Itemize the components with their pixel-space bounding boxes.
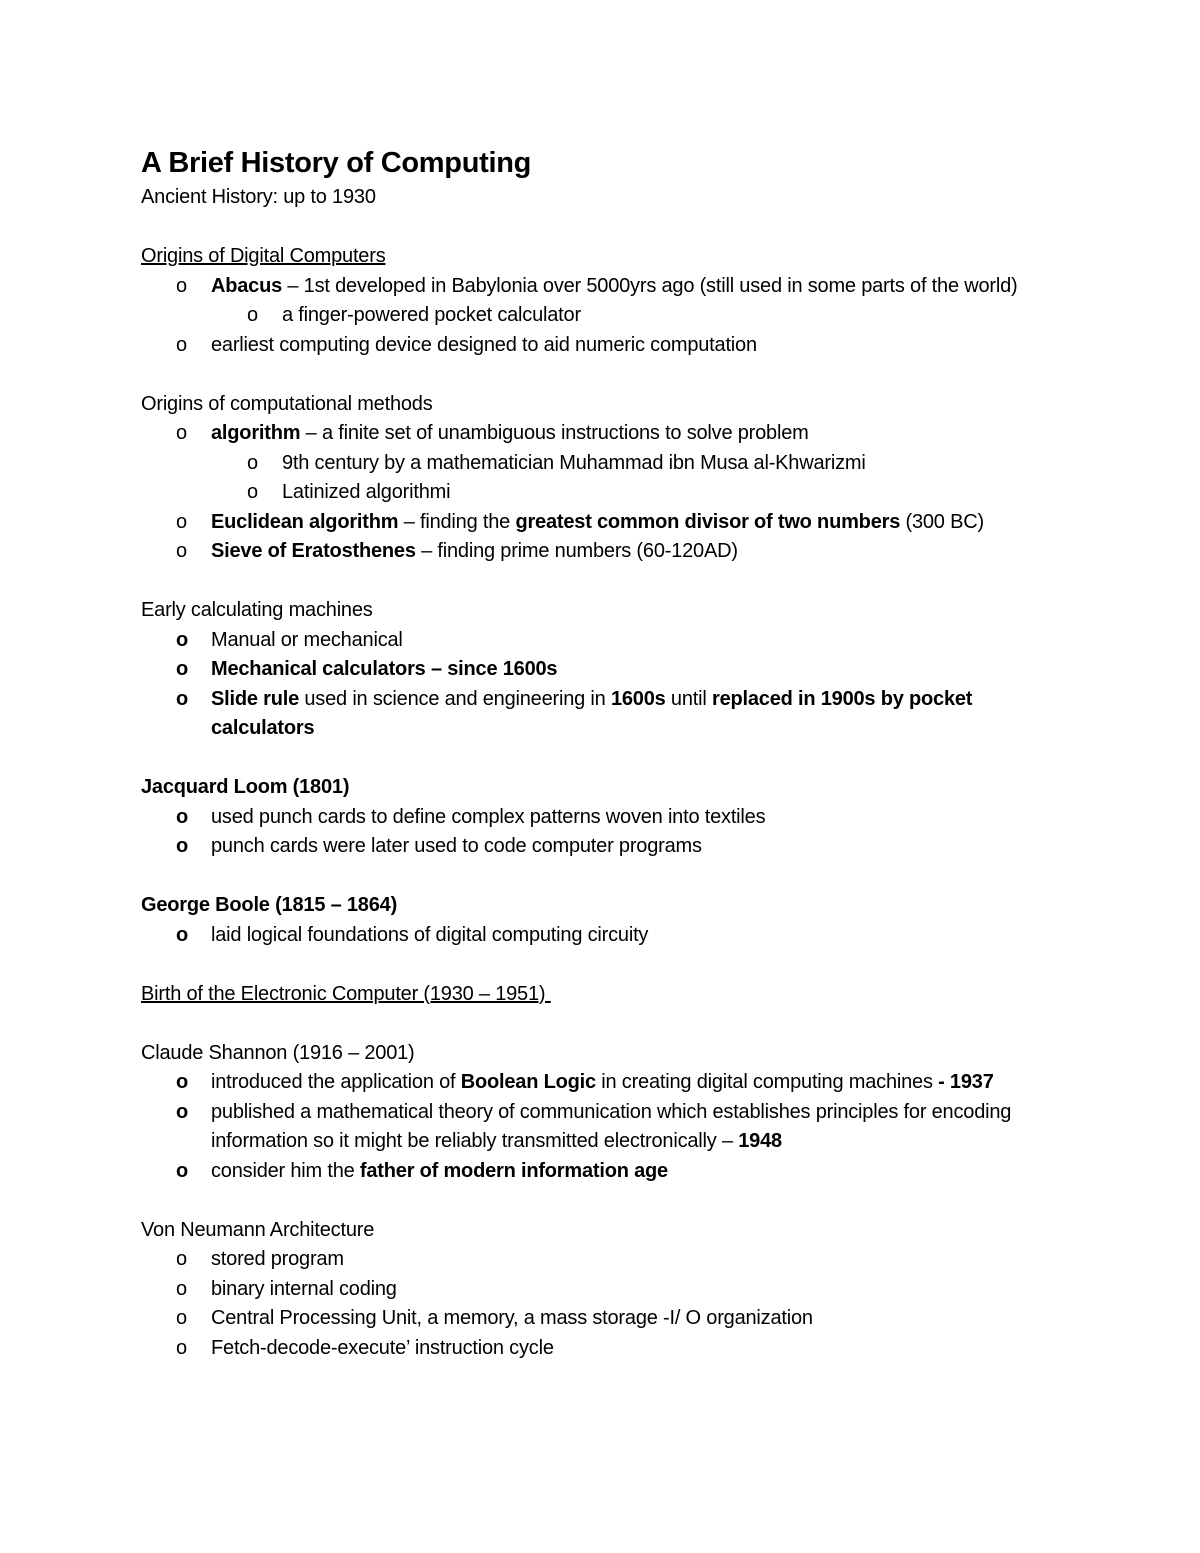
item-text: Latinized algorithmi — [282, 481, 451, 503]
item-text: used in science and engineering in — [299, 687, 611, 710]
item-text: until — [665, 687, 712, 710]
hollow-bullet-icon: o — [176, 1277, 187, 1300]
list-item — [141, 921, 1061, 951]
list-subitem — [141, 301, 1061, 331]
document-subtitle: Ancient History: up to 1930 — [141, 186, 376, 208]
hollow-bullet-icon: o — [176, 422, 187, 444]
item-bold-text: father of modern information age — [359, 1159, 668, 1182]
bold-bullet-icon: o — [176, 1159, 189, 1182]
bold-bullet-icon: o — [176, 835, 189, 857]
section-heading-computational-methods: Origins of computational methods — [141, 392, 433, 415]
list-subitem — [141, 478, 1061, 508]
spacer — [141, 744, 1061, 774]
list-item — [141, 1068, 1041, 1098]
list-item — [141, 832, 1061, 862]
section-heading-calculating-machines: Early calculating machines — [141, 599, 373, 621]
item-text: – 1st developed in Babylonia over 5000yrs ago (still used in some parts of the world) — [282, 274, 1018, 297]
bold-bullet-icon: o — [176, 1071, 189, 1093]
item-text: (300 BC) — [900, 510, 984, 533]
list-item — [141, 1334, 1061, 1364]
item-bold-text: - 1937 — [938, 1071, 994, 1093]
item-bold-text: Euclidean algorithm — [211, 510, 399, 533]
document-body — [141, 145, 1061, 1363]
list-item — [141, 537, 1061, 567]
item-text: Manual or mechanical — [211, 628, 403, 651]
item-bold-text: Mechanical calculators – since 1600s — [211, 658, 558, 680]
spacer — [141, 567, 1061, 597]
section-heading-claude-shannon: Claude Shannon (1916 – 2001) — [141, 1041, 415, 1064]
list-item — [141, 1245, 1061, 1275]
item-text: used punch cards to define complex patterns woven into textiles — [211, 805, 766, 828]
bold-bullet-icon: o — [176, 628, 189, 651]
spacer — [141, 950, 1061, 980]
list-item — [141, 1304, 1061, 1334]
bold-bullet-icon: o — [176, 658, 189, 680]
item-bold-text: 1948 — [738, 1130, 782, 1152]
item-text: punch cards were later used to code computer programs — [211, 835, 702, 857]
section-heading-george-boole — [141, 891, 1061, 921]
item-text: a finger-powered pocket calculator — [282, 304, 581, 326]
item-text: binary internal coding — [211, 1277, 397, 1300]
item-bold-text: replaced in 1900s by pocket calculators — [211, 687, 973, 739]
heading-bold-text: George Boole (1815 – 1864) — [141, 894, 398, 916]
spacer — [141, 213, 1061, 243]
list-item — [141, 803, 1061, 833]
list-item — [141, 655, 1061, 685]
item-text: – finding prime numbers (60-120AD) — [415, 540, 738, 562]
list-item — [141, 419, 1061, 449]
hollow-bullet-icon: o — [176, 1307, 187, 1329]
hollow-bullet-icon: o — [176, 510, 187, 533]
item-bold-text: Sieve of Eratosthenes — [211, 540, 416, 562]
item-text: laid logical foundations of digital computing circuity — [211, 923, 649, 946]
item-text: 9th century by a mathematician Muhammad ibn Musa al-Khwarizmi — [282, 451, 866, 474]
bold-bullet-icon: o — [176, 1100, 189, 1123]
hollow-bullet-icon: o — [176, 274, 187, 297]
list-item — [141, 685, 1061, 744]
item-text: – finding the — [398, 510, 516, 533]
list-item — [141, 508, 1061, 538]
hollow-bullet-icon: o — [176, 333, 187, 356]
bold-bullet-icon: o — [176, 687, 189, 710]
heading-bold-text: Jacquard Loom (1801) — [141, 776, 350, 798]
item-text: earliest computing device designed to aid numeric computation — [211, 333, 757, 356]
item-text: introduced the application of — [211, 1071, 461, 1093]
item-text: stored program — [211, 1248, 344, 1270]
spacer — [141, 1186, 1061, 1216]
item-text: published a mathematical theory of communication which establishes principles for encoding information so it might be reliably transmitted electronically – — [211, 1100, 1012, 1152]
list-item — [141, 331, 1061, 361]
item-text: Central Processing Unit, a memory, a mass storage -I/ O organization — [211, 1307, 813, 1329]
item-bold-text: 1600s — [610, 687, 666, 710]
document-title: A Brief History of Computing — [141, 147, 532, 179]
hollow-bullet-icon: o — [176, 540, 187, 562]
section-heading-von-neumann: Von Neumann Architecture — [141, 1218, 375, 1241]
hollow-bullet-icon: o — [247, 451, 258, 474]
hollow-bullet-icon: o — [247, 304, 258, 326]
item-bold-text: Abacus — [211, 274, 283, 297]
list-item — [141, 272, 1061, 302]
item-text: consider him the — [211, 1159, 360, 1182]
item-bold-text: algorithm — [211, 422, 301, 444]
list-item — [141, 1098, 1061, 1157]
section-heading-electronic-computer: Birth of the Electronic Computer (1930 – 1951) — [141, 982, 551, 1005]
spacer — [141, 862, 1061, 892]
item-text: – a finite set of unambiguous instructions to solve problem — [300, 422, 809, 444]
hollow-bullet-icon: o — [176, 1336, 187, 1359]
section-heading-jacquard-loom — [141, 773, 1061, 803]
list-item — [141, 626, 1061, 656]
item-bold-text: Slide rule — [211, 687, 300, 710]
spacer — [141, 360, 1061, 390]
list-subitem — [141, 449, 1061, 479]
section-heading-origins-digital: Origins of Digital Computers — [141, 245, 386, 267]
item-bold-text: Boolean Logic — [460, 1071, 596, 1093]
bold-bullet-icon: o — [176, 923, 189, 946]
item-text: in creating digital computing machines — [595, 1071, 939, 1093]
hollow-bullet-icon: o — [247, 481, 258, 503]
item-text: Fetch-decode-execute’ instruction cycle — [211, 1336, 554, 1359]
hollow-bullet-icon: o — [176, 1248, 187, 1270]
list-item — [141, 1157, 1061, 1187]
list-item — [141, 1275, 1061, 1305]
bold-bullet-icon: o — [176, 805, 189, 828]
spacer — [141, 1009, 1061, 1039]
item-bold-text: greatest common divisor of two numbers — [515, 510, 901, 533]
